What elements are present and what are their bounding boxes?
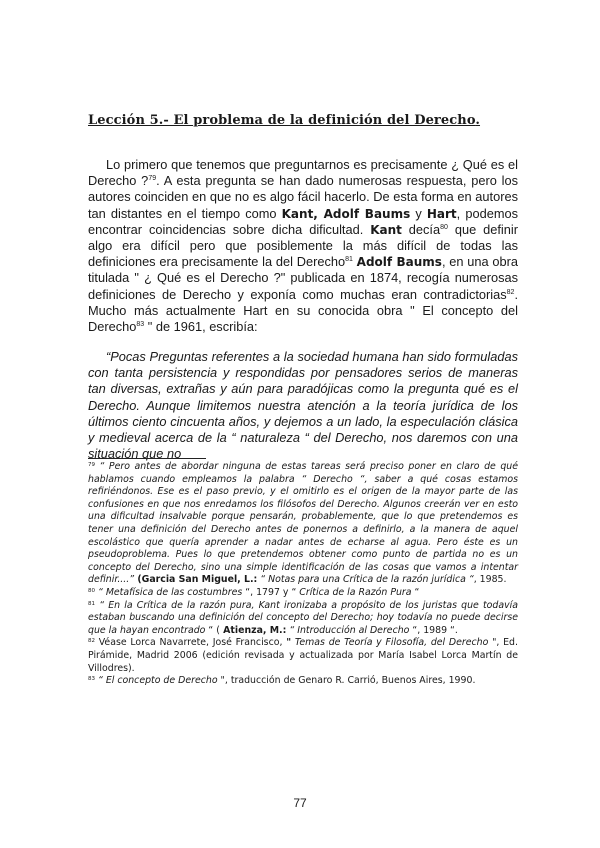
footnote-quote-mark: ": [286, 637, 292, 649]
footnotes: [88, 461, 518, 688]
text-run: que definir algo era difícil pero que posiblemente la más difícil de todas las definiciones era precisamente la del Derecho: [88, 221, 518, 270]
text-run: . A esta pregunta se han dado numerosas respuesta, pero los autores coinciden en que no es algo fácil hacerlo. De esta forma en autores tan distantes en el tiempo como: [88, 173, 518, 221]
text-run: , podemos encontrar coincidencias sobre dicha dificultad.: [88, 205, 518, 237]
footnote-number: 83: [88, 676, 95, 683]
footnote-text: “, 1989 “.: [409, 624, 458, 636]
text-run: . Mucho más actualmente Hart en su conocida obra " El concepto del Derecho: [88, 286, 518, 335]
footnote-82: [88, 637, 518, 675]
footnote-text: “, 1797 y “: [242, 586, 297, 598]
footnote-work: “ Metafísica de las costumbres: [97, 586, 243, 598]
footnote-80: [88, 587, 518, 600]
footnote-ref-83: 83: [136, 321, 145, 329]
page-number: 77: [293, 796, 307, 810]
footnote-ref-81: 81: [345, 256, 353, 264]
text-run: " de 1961, escribía:: [144, 319, 258, 335]
footnote-author: Atienza, M.:: [219, 624, 287, 636]
footnote-number: 82: [88, 638, 95, 645]
text-run: , en una obra titulada " ¿ Qué es el Derecho ?" publicada en 1874, recogía numerosas definiciones de Derecho y exponía como muchas eran contradictorias: [88, 254, 518, 302]
footnote-ref-79: 79: [148, 175, 157, 183]
footnote-work: Temas de Teoría y Filosofía, del Derecho: [291, 637, 489, 649]
author-kant: Kant: [370, 222, 402, 237]
footnote-text: “ En la Crítica de la razón pura, Kant ironizaba a propósito de los juristas que todavía estaban buscando una definición del concepto del Derecho; hoy todavía no puede decirse que la hayan encontrado: [88, 599, 518, 636]
footnote-text: “: [411, 586, 420, 598]
author-adolf-baums: Adolf Baums: [356, 255, 442, 270]
text-run: y: [410, 205, 427, 221]
text-run: decía: [401, 221, 441, 237]
footnote-text: , 1985.: [473, 574, 507, 586]
footnote-83: [88, 675, 518, 688]
page-title: [88, 113, 518, 128]
author-names: Kant, Adolf Baums: [281, 206, 411, 221]
title-text: Lección 5.- El problema de la definición del Derecho: [88, 113, 476, 128]
title-period: .: [475, 113, 481, 128]
author-hart: Hart: [426, 206, 457, 221]
footnote-separator: [88, 458, 206, 459]
footnote-text: “ (: [205, 624, 220, 636]
footnote-text: ", traducción de Genaro R. Carrió, Buenos Aires, 1990.: [217, 675, 476, 687]
footnote-work: “ Introducción al Derecho: [286, 624, 410, 636]
footnote-ref-82: 82: [506, 288, 515, 296]
footnote-text: ", Ed. Pirámide, Madrid 2006 (edición revisada y actualizada por María Isabel Lorca Martín de Villodres).: [88, 637, 518, 674]
footnote-work: Crítica de la Razón Pura: [296, 586, 412, 598]
paragraph-intro: [88, 157, 518, 335]
footnote-ref-80: 80: [440, 223, 448, 231]
footnote-number: 79: [88, 462, 95, 468]
footnote-author: (Garcia San Miguel, L.:: [134, 574, 258, 586]
footnote-text: “ Pero antes de abordar ninguna de estas tareas será preciso poner en claro de qué hablamos cuando empleamos la palabra “ Derecho “, saber a qué cosas estamos refiriéndonos. Ese es el paso previo, y el omitirlo es el origen de la mayor parte de las confusiones en que nos enredamos los filósofos del Derecho. Algunos creerán ver en esto una dificultad insalvable porque pensarán, probablemente, que lo que pretendemos es tener una definición del Derecho antes de ponernos a definirlo, a la manera de aquel escolástico que quería aprender a nadar antes de echarse al agua. Pero éste es un pseudoproblema. Pues lo que pretendemos obtener como punto de partida no es un concepto del Derecho, sino una simple identificación de las cosas que vamos a intentar definir....”: [88, 461, 518, 586]
footnote-number: 81: [88, 600, 95, 607]
footnote-79: [88, 461, 518, 587]
footnote-81: [88, 600, 518, 638]
text-run: Lo primero que tenemos que preguntarnos es precisamente ¿ Qué es el Derecho ?: [88, 157, 518, 189]
footnote-work: “ El concepto de Derecho: [97, 675, 218, 687]
footnote-number: 80: [88, 587, 95, 594]
quote-paragraph: “Pocas Preguntas referentes a la sociedad humana han sido formuladas con tanta persistencia y respondidas por pensadores serios de maneras tan diversas, extrañas y aún para paradójicas como la pregunta qué es el Derecho. Aunque limitemos nuestra atención a la teoría jurídica de los últimos ciento cincuenta años, y dejemos a un lado, la especulación clásica y medieval acerca de la “ naturaleza “ del Derecho, nos daremos con una situación que no: [88, 349, 518, 462]
footnote-text: Véase Lorca Navarrete, José Francisco,: [95, 637, 287, 649]
footnote-work: “ Notas para una Crítica de la razón jurídica “: [257, 574, 474, 586]
